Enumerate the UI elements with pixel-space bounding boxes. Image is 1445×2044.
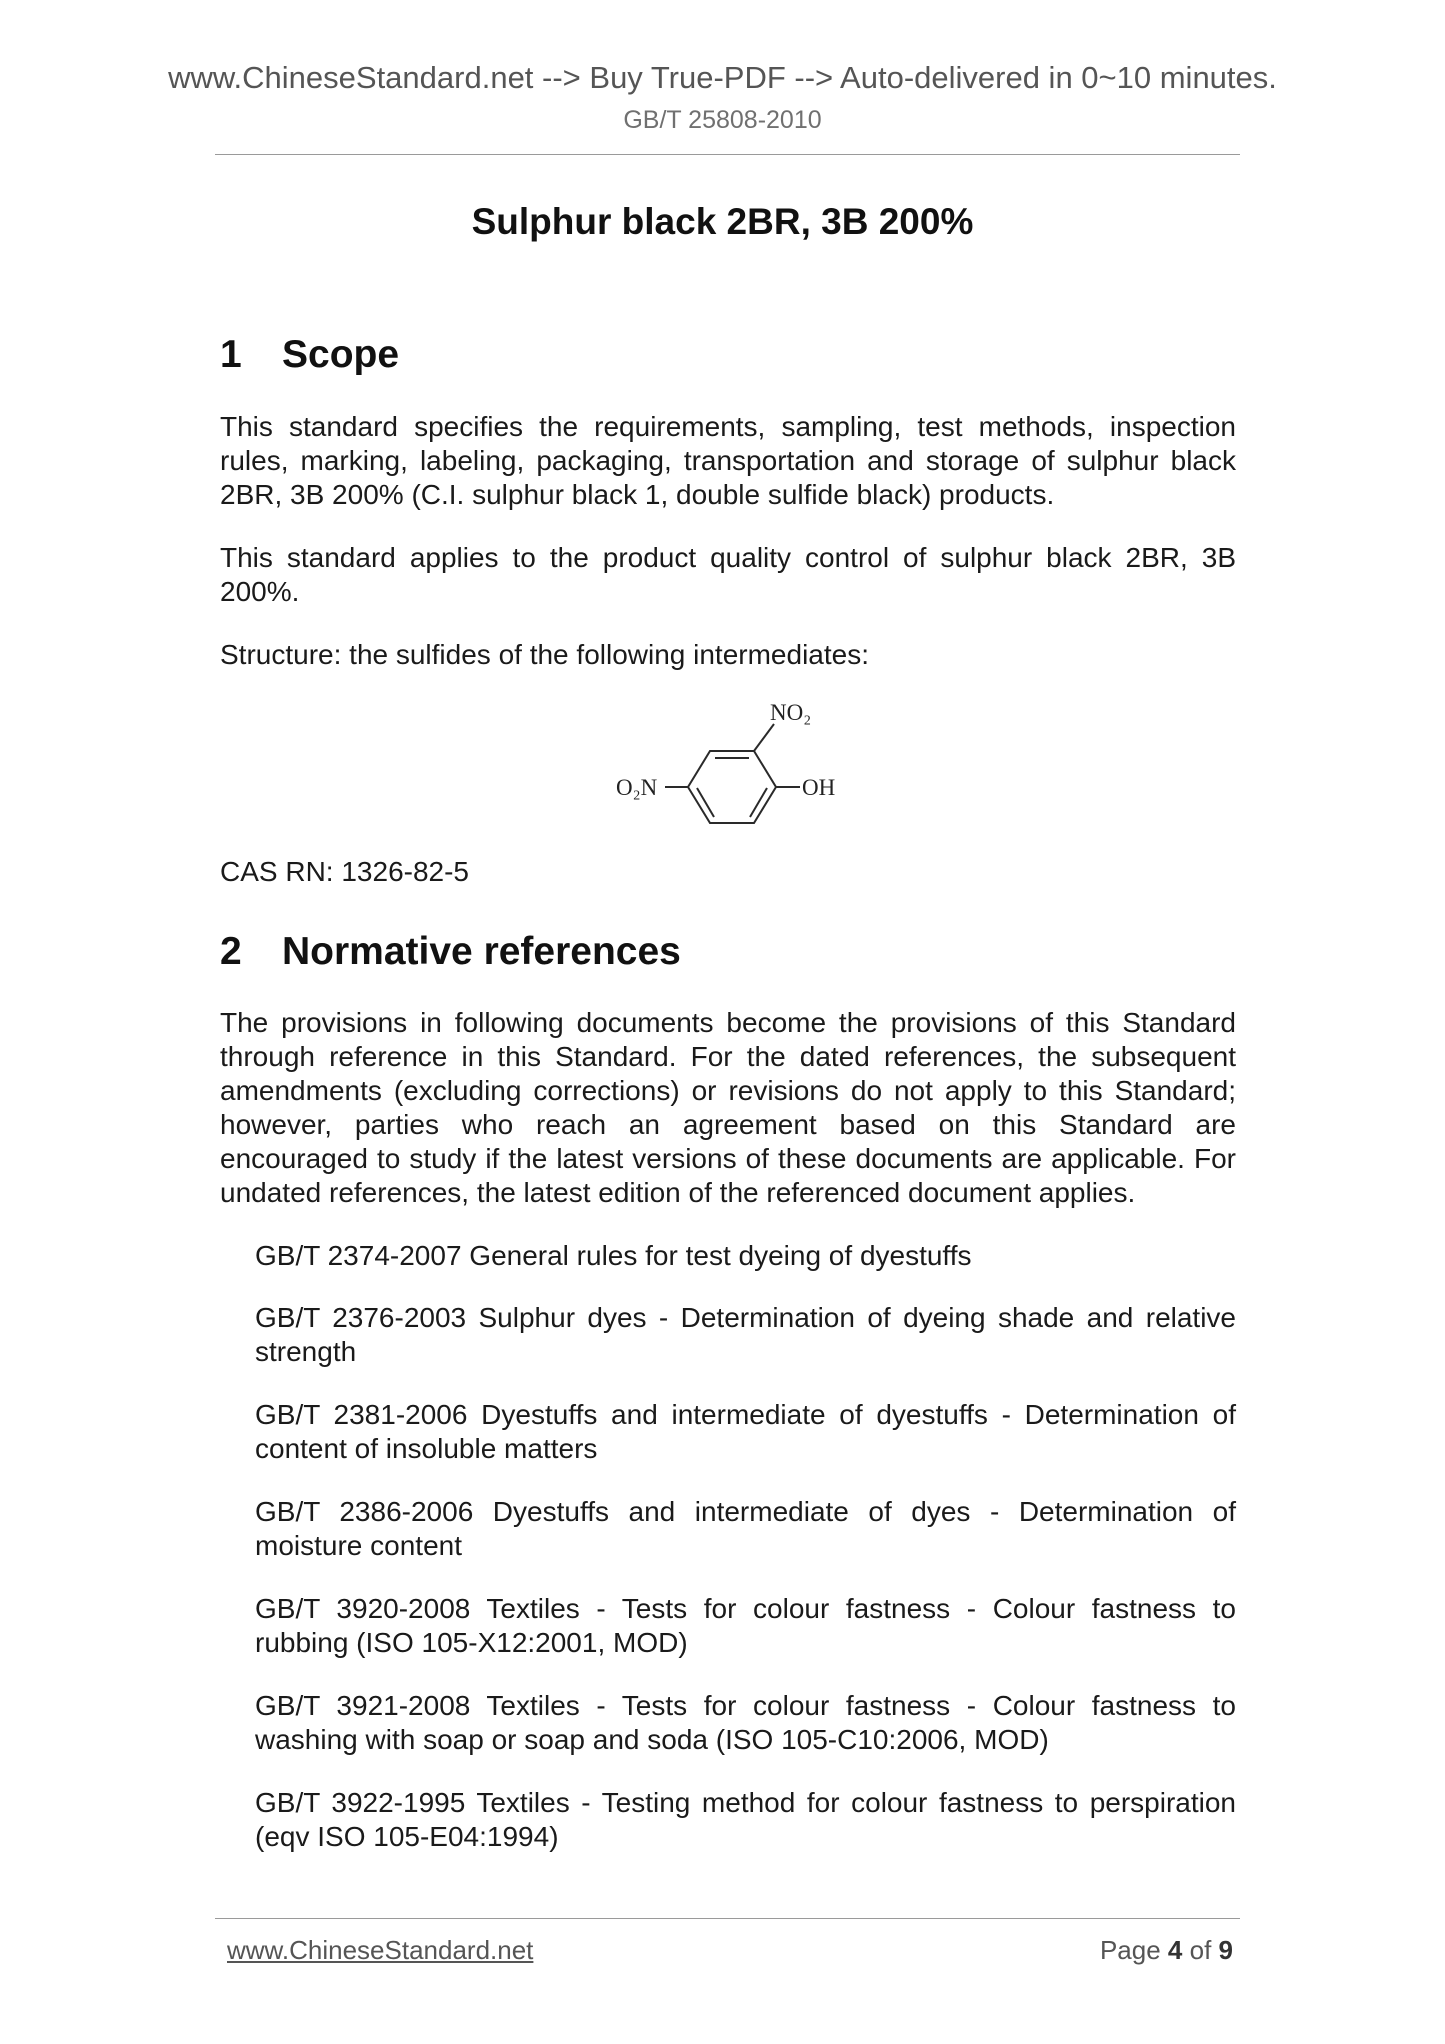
- header-banner[interactable]: www.ChineseStandard.net --> Buy True-PDF --> Auto-delivered in 0~10 minutes.: [168, 60, 1277, 95]
- ring-double-bond: [697, 788, 714, 817]
- normative-references-paragraph: The provisions in following documents become the provisions of this Standard through reference in this Standard. For the dated references, the subsequent amendments (excluding corrections) or revisions do not apply to this Standard; however, parties who reach an agreement based on this Standard are encouraged to study if the latest versions of these documents are applicable. For undated references, the latest edition of the referenced document applies.: [220, 1007, 1236, 1208]
- bond-to-nitro: [754, 724, 774, 751]
- reference-item: GB/T 2376-2003 Sulphur dyes - Determination of dyeing shade and relative strength: [255, 1302, 1236, 1367]
- section-title: Scope: [282, 333, 400, 376]
- reference-item: GB/T 3920-2008 Textiles - Tests for colour fastness - Colour fastness to rubbing (ISO 105-X12:2001, MOD): [255, 1593, 1236, 1658]
- section-number: 1: [220, 333, 242, 376]
- section-title: Normative references: [282, 930, 681, 973]
- left-nitro-group-label: O₂N: [616, 775, 658, 800]
- header-divider: [215, 154, 1240, 155]
- page-indicator: [1100, 1935, 1233, 1966]
- section-heading-normative-references: [220, 930, 681, 974]
- cas-number: CAS RN: 1326-82-5: [220, 856, 470, 887]
- ring-double-bond: [750, 788, 767, 817]
- document-code: GB/T 25808-2010: [623, 106, 822, 134]
- section-heading-scope: [220, 333, 399, 377]
- page-of-word: of: [1189, 1935, 1212, 1965]
- scope-paragraph-3: Structure: the sulfides of the following intermediates:: [220, 639, 870, 670]
- current-page-number: 4: [1167, 1935, 1183, 1965]
- scope-paragraph-1: This standard specifies the requirements, sampling, test methods, inspection rules, marking, labeling, packaging, transportation and storage of sulphur black 2BR, 3B 200% (C.I. sulphur black 1, double sulfide black) products.: [220, 411, 1236, 510]
- reference-item: GB/T 3921-2008 Textiles - Tests for colour fastness - Colour fastness to washing with soap or soap and soda (ISO 105-C10:2006, MOD): [255, 1690, 1236, 1755]
- section-number: 2: [220, 930, 242, 973]
- benzene-ring: [688, 751, 776, 823]
- footer-divider: [215, 1918, 1240, 1919]
- hydroxyl-group-label: OH: [802, 775, 836, 800]
- chemical-structure: [610, 700, 860, 830]
- total-pages-number: 9: [1218, 1935, 1233, 1965]
- reference-item: GB/T 3922-1995 Textiles - Testing method for colour fastness to perspiration (eqv ISO 105-E04:1994): [255, 1787, 1236, 1852]
- reference-item: GB/T 2374-2007 General rules for test dyeing of dyestuffs: [255, 1240, 972, 1271]
- scope-paragraph-2: This standard applies to the product quality control of sulphur black 2BR, 3B 200%.: [220, 542, 1236, 607]
- nitro-group-label: NO₂: [770, 700, 812, 725]
- page-word: Page: [1099, 1935, 1161, 1965]
- reference-item: GB/T 2381-2006 Dyestuffs and intermediate of dyestuffs - Determination of content of insoluble matters: [255, 1399, 1236, 1464]
- page-title: Sulphur black 2BR, 3B 200%: [471, 201, 974, 242]
- reference-item: GB/T 2386-2006 Dyestuffs and intermediate of dyes - Determination of moisture content: [255, 1496, 1236, 1561]
- footer-website-link[interactable]: www.ChineseStandard.net: [227, 1935, 534, 1965]
